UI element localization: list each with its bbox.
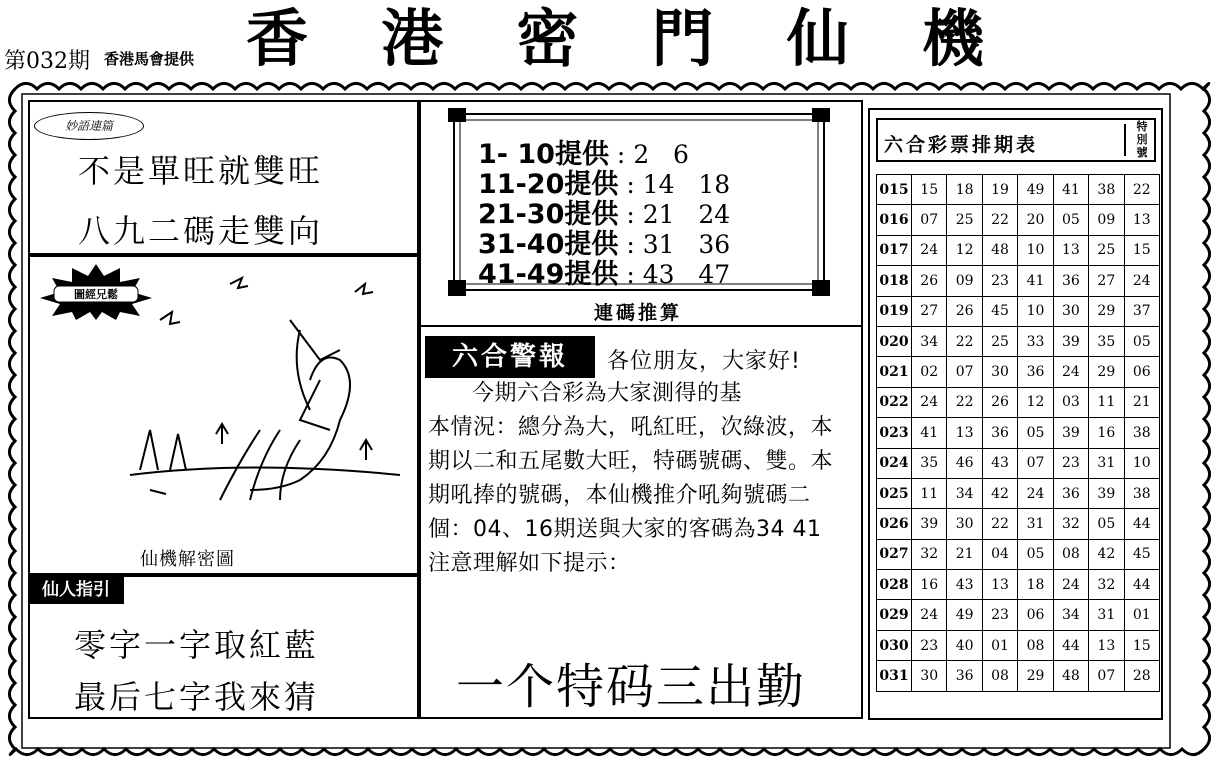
number-cell: 45 [982,296,1017,326]
issue-cell: 025 [877,478,912,508]
number-cell: 25 [982,326,1017,356]
number-cell: 44 [1124,570,1159,600]
table-row [877,600,1160,630]
number-cell: 24 [912,387,947,417]
number-cell: 15 [1124,235,1159,265]
issue-cell: 031 [877,661,912,691]
number-cell: 12 [1018,387,1053,417]
number-cell: 24 [912,235,947,265]
number-cell: 23 [982,266,1017,296]
number-cell: 34 [1053,600,1088,630]
burst-label: 圖經兄鬆 [74,288,118,301]
masthead-char: 機 [921,2,986,75]
number-cell: 22 [947,387,982,417]
number-cell: 34 [912,326,947,356]
number-cell: 39 [1053,418,1088,448]
range-label: 31-40提供 [478,229,619,260]
range-values: 2 6 [633,140,689,169]
greeting-text: 各位朋友，大家好! [607,349,801,374]
range-label: 11-20提供 [478,169,619,200]
number-cell: 24 [1053,357,1088,387]
number-cell: 24 [1124,266,1159,296]
number-cell: 38 [1124,418,1159,448]
number-cell: 09 [1089,205,1124,235]
number-cell: 10 [1124,448,1159,478]
table-row [877,357,1160,387]
number-cell: 13 [947,418,982,448]
issue-cell: 023 [877,418,912,448]
number-cell: 10 [1018,235,1053,265]
number-cell: 06 [1124,357,1159,387]
issue-cell: 026 [877,509,912,539]
issue-cell: 030 [877,630,912,660]
issue-cell: 015 [877,175,912,205]
number-cell: 41 [1018,266,1053,296]
masthead-char: 密 [516,2,581,75]
number-cell: 43 [947,570,982,600]
number-cell: 03 [1053,387,1088,417]
range-colon: : [626,230,635,259]
number-cell: 22 [982,205,1017,235]
range-colon: : [616,140,626,169]
provider-label: 香港馬會提供 [104,50,195,68]
table-row [877,175,1160,205]
table-row [877,205,1160,235]
number-cell: 23 [912,630,947,660]
number-cell: 01 [982,630,1017,660]
number-cell: 13 [982,570,1017,600]
number-cell: 18 [1018,570,1053,600]
number-cell: 40 [947,630,982,660]
number-cell: 36 [982,418,1017,448]
number-cell: 07 [1018,448,1053,478]
number-cell: 05 [1089,509,1124,539]
number-cell: 43 [982,448,1017,478]
motto-line: 八九二碼走雙向 [78,212,324,250]
number-cell: 21 [1124,387,1159,417]
number-cell: 10 [1018,296,1053,326]
number-cell: 30 [982,357,1017,387]
number-cell: 33 [1018,326,1053,356]
number-cell: 31 [1089,600,1124,630]
slogan-text: 一个特码三出勤 [456,659,807,715]
range-values: 31 36 [642,230,731,259]
table-row [877,661,1160,691]
number-cell: 25 [1089,235,1124,265]
table-row [877,478,1160,508]
table-row [877,630,1160,660]
number-cell: 24 [1053,570,1088,600]
number-cell: 09 [947,266,982,296]
illustration-caption: 仙機解密圖 [140,549,235,570]
issue-cell: 027 [877,539,912,569]
number-cell: 27 [912,296,947,326]
number-cell: 07 [947,357,982,387]
number-cell: 15 [1124,630,1159,660]
number-cell: 39 [1053,326,1088,356]
number-cell: 16 [1089,418,1124,448]
number-cell: 34 [947,478,982,508]
issue-cell: 016 [877,205,912,235]
number-cell: 08 [982,661,1017,691]
number-cell: 15 [912,175,947,205]
number-cell: 48 [982,235,1017,265]
number-cell: 01 [1124,600,1159,630]
issue-cell: 021 [877,357,912,387]
center-divider [419,325,863,327]
number-cell: 41 [912,418,947,448]
guide-tab: 仙人指引 [28,576,124,604]
number-cell: 37 [1124,296,1159,326]
number-cell: 30 [912,661,947,691]
draw-results-table [876,174,1160,692]
table-row [877,296,1160,326]
range-colon: : [626,260,635,289]
forecast-body: 本情況：總分為大，吼紅旺，次綠波，本期以二和五尾數大旺，特碼號碼、雙。本期吼捧的號碼，本仙機推介吼夠號碼二個：04、16期送與大家的客碼為34 41注意理解如下提示： [428,415,834,576]
number-cell: 05 [1018,539,1053,569]
range-label: 41-49提供 [478,259,619,290]
guide-line: 最后七字我來猜 [74,678,320,716]
number-cell: 11 [1089,387,1124,417]
number-cell: 23 [982,600,1017,630]
number-cell: 28 [1124,661,1159,691]
masthead-char: 門 [651,2,716,75]
masthead-char: 香 [246,2,311,75]
alert-tab: 六合警報 [425,336,595,378]
number-cell: 27 [1089,266,1124,296]
motto-line: 不是單旺就雙旺 [78,152,324,190]
range-values: 21 24 [642,200,731,229]
issue-number: 第032期 [4,49,90,74]
range-colon: : [626,200,635,229]
number-cell: 21 [947,539,982,569]
number-cell: 23 [1053,448,1088,478]
number-cell: 05 [1124,326,1159,356]
number-cell: 22 [947,326,982,356]
number-cell: 42 [1089,539,1124,569]
table-row [877,235,1160,265]
forecast-first-line: 今期六合彩為大家測得的基 [472,381,743,406]
number-cell: 31 [1018,509,1053,539]
number-cell: 11 [912,478,947,508]
number-cell: 20 [1018,205,1053,235]
number-cell: 45 [1124,539,1159,569]
table-row [877,509,1160,539]
number-cell: 08 [1018,630,1053,660]
number-cell: 19 [982,175,1017,205]
number-cell: 39 [912,509,947,539]
number-cell: 29 [1089,357,1124,387]
number-cell: 26 [982,387,1017,417]
number-cell: 36 [1053,478,1088,508]
range-label: 21-30提供 [478,199,619,230]
header-divider [1124,124,1126,156]
range-label: 1- 10提供 [478,139,609,170]
number-cell: 05 [1053,205,1088,235]
number-cell: 49 [1018,175,1053,205]
issue-cell: 018 [877,266,912,296]
range-values: 14 18 [642,170,731,199]
number-cell: 12 [947,235,982,265]
range-row [478,252,730,291]
special-number-tag: 特別號 [1136,120,1148,159]
number-cell: 41 [1053,175,1088,205]
number-cell: 26 [947,296,982,326]
table-row [877,448,1160,478]
number-cell: 48 [1053,661,1088,691]
number-cell: 32 [1089,570,1124,600]
archer-illustration-icon [120,270,410,510]
number-cell: 35 [912,448,947,478]
number-cell: 38 [1124,478,1159,508]
number-cell: 35 [1089,326,1124,356]
number-cell: 29 [1018,661,1053,691]
number-cell: 13 [1089,630,1124,660]
number-cell: 05 [1018,418,1053,448]
number-cell: 07 [912,205,947,235]
number-cell: 22 [1124,175,1159,205]
number-cell: 39 [1089,478,1124,508]
number-cell: 24 [1018,478,1053,508]
number-cell: 26 [912,266,947,296]
number-cell: 32 [912,539,947,569]
issue-cell: 029 [877,600,912,630]
number-cell: 32 [1053,509,1088,539]
issue-cell: 028 [877,570,912,600]
schedule-title: 六合彩票排期表 [884,134,1039,156]
number-cell: 08 [1053,539,1088,569]
number-cell: 29 [1089,296,1124,326]
forecast-paragraph [428,377,840,581]
number-cell: 07 [1089,661,1124,691]
masthead-title [246,4,986,74]
issue-cell: 022 [877,387,912,417]
number-cell: 49 [947,600,982,630]
number-cell: 36 [1018,357,1053,387]
number-cell: 42 [982,478,1017,508]
number-cell: 04 [982,539,1017,569]
number-cell: 24 [912,600,947,630]
issue-cell: 017 [877,235,912,265]
number-cell: 31 [1089,448,1124,478]
table-row [877,326,1160,356]
number-cell: 16 [912,570,947,600]
issue-cell: 024 [877,448,912,478]
range-colon: : [626,170,635,199]
number-cell: 38 [1089,175,1124,205]
number-cell: 44 [1124,509,1159,539]
number-cell: 02 [912,357,947,387]
number-cell: 25 [947,205,982,235]
number-cell: 30 [947,509,982,539]
number-cell: 36 [947,661,982,691]
guide-line: 零字一字取紅藍 [74,626,320,664]
issue-cell: 020 [877,326,912,356]
range-values: 43 47 [642,260,731,289]
table-row [877,418,1160,448]
number-cell: 44 [1053,630,1088,660]
masthead-char: 港 [381,2,446,75]
number-cell: 36 [1053,266,1088,296]
number-cell: 46 [947,448,982,478]
number-cell: 13 [1053,235,1088,265]
issue-cell: 019 [877,296,912,326]
number-cell: 13 [1124,205,1159,235]
masthead-char: 仙 [786,2,851,75]
table-row [877,570,1160,600]
lianma-caption: 連碼推算 [594,302,683,324]
number-cell: 30 [1053,296,1088,326]
number-cell: 18 [947,175,982,205]
table-row [877,266,1160,296]
motto-pill-badge: 妙語連篇 [34,112,144,140]
number-cell: 06 [1018,600,1053,630]
table-row [877,387,1160,417]
number-cell: 22 [982,509,1017,539]
table-row [877,539,1160,569]
